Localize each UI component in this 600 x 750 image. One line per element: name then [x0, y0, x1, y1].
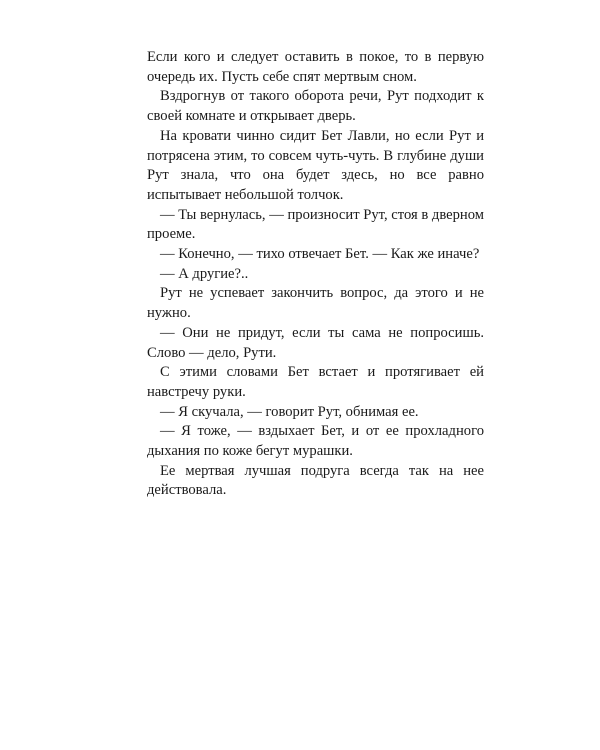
paragraph-8: — Они не придут, если ты сама не попросишь. Слово — дело, Рути. [147, 324, 484, 361]
paragraph-11: — Я тоже, — вздыхает Бет, и от ее прохладного дыхания по коже бегут мурашки. [147, 423, 484, 460]
paragraph-1: Если кого и следует оставить в покое, то в первую очередь их. Пусть себе спят мертвым сном. [147, 49, 484, 85]
paragraph-7: Рут не успевает закончить вопрос, да этого и не нужно. [147, 285, 484, 322]
page-text [147, 48, 484, 501]
paragraph-3: На кровати чинно сидит Бет Лавли, но если Рут и потрясена этим, то совсем чуть-чуть. В глубине души Рут знала, что она будет здесь, но все равно испытывает небольшой толчок. [147, 127, 484, 203]
paragraph-10: — Я скучала, — говорит Рут, обнимая ее. [160, 403, 419, 420]
paragraph-6: — А другие?.. [160, 265, 249, 282]
paragraph-2: Вздрогнув от такого оборота речи, Рут подходит к своей комнате и открывает дверь. [147, 88, 484, 125]
paragraph-5: — Конечно, — тихо отвечает Бет. — Как же иначе? [160, 246, 480, 263]
paragraph-12: Ее мертвая лучшая подруга всегда так на нее действовала. [147, 462, 484, 499]
paragraph-9: С этими словами Бет встает и протягивает ей навстречу руки. [147, 364, 484, 400]
paragraph-4: — Ты вернулась, — произносит Рут, стоя в дверном проеме. [147, 206, 484, 243]
